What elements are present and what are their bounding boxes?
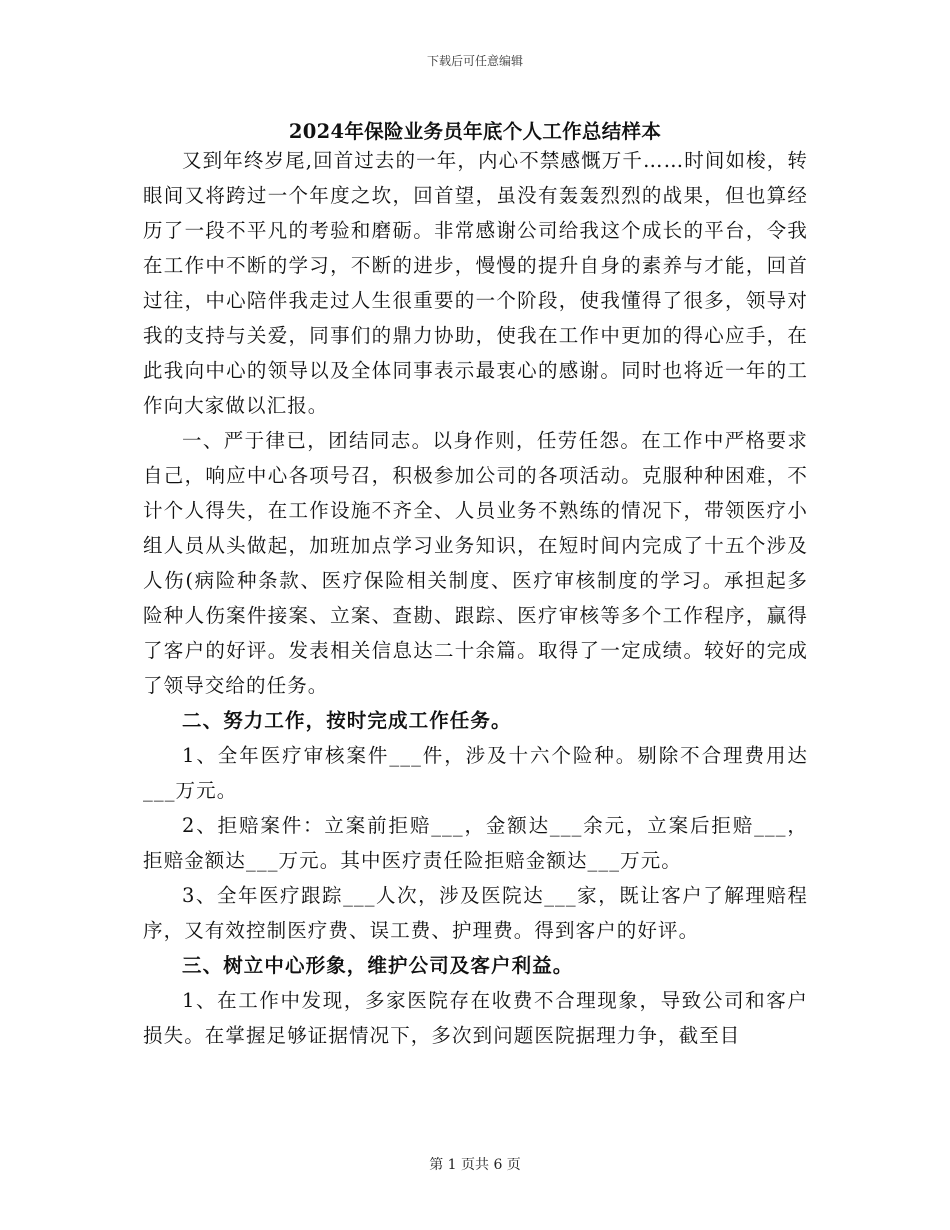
paragraph: 3、全年医疗跟踪___人次，涉及医院达___家，既让客户了解理赔程序，又有效控制医疗费、误工费、护理费。得到客户的好评。 [143, 884, 808, 942]
paragraph: 2、拒赔案件：立案前拒赔___，金额达___余元，立案后拒赔___，拒赔金额达___万元。其中医疗责任险拒赔金额达___万元。 [143, 814, 808, 872]
paragraph: 1、在工作中发现，多家医院存在收费不合理现象，导致公司和客户损失。在掌握足够证据情况下，多次到问题医院据理力争，截至目 [143, 989, 808, 1047]
header-note: 下载后可任意编辑 [426, 54, 523, 68]
paragraph: 又到年终岁尾,回首过去的一年，内心不禁感慨万千……时间如梭，转眼间又将跨过一个年度之坎，回首望，虽没有轰轰烈烈的战果，但也算经历了一段不平凡的考验和磨砺。非常感谢公司给我这个成长的平台，令我在工作中不断的学习，不断的进步，慢慢的提升自身的素养与才能，回首过往，中心陪伴我走过人生很重要的一个阶段，使我懂得了很多，领导对我的支持与关爱，同事们的鼎力协助，使我在工作中更加的得心应手，在此我向中心的领导以及全体同事表示最衷心的感谢。同时也将近一年的工作向大家做以汇报。 [143, 149, 808, 417]
document-title: 2024年保险业务员年底个人工作总结样本 [288, 120, 662, 143]
paragraph: 1、全年医疗审核案件___件，涉及十六个险种。剔除不合理费用达___万元。 [143, 744, 808, 802]
section-heading: 二、努力工作，按时完成工作任务。 [182, 709, 512, 732]
section-heading: 三、树立中心形象，维护公司及客户利益。 [182, 954, 574, 977]
page-number: 第 1 页共 6 页 [429, 1157, 521, 1173]
document-body [143, 143, 808, 1053]
paragraph: 一、严于律已，团结同志。以身作则，任劳任怨。在工作中严格要求自己，响应中心各项号召，积极参加公司的各项活动。克服种种困难，不计个人得失，在工作设施不齐全、人员业务不熟练的情况下，带领医疗小组人员从头做起，加班加点学习业务知识，在短时间内完成了十五个涉及人伤(病险种条款、医疗保险相关制度、医疗审核制度的学习。承担起多险种人伤案件接案、立案、查勘、跟踪、医疗审核等多个工作程序，赢得了客户的好评。发表相关信息达二十余篇。取得了一定成绩。较好的完成了领导交给的任务。 [143, 429, 808, 697]
